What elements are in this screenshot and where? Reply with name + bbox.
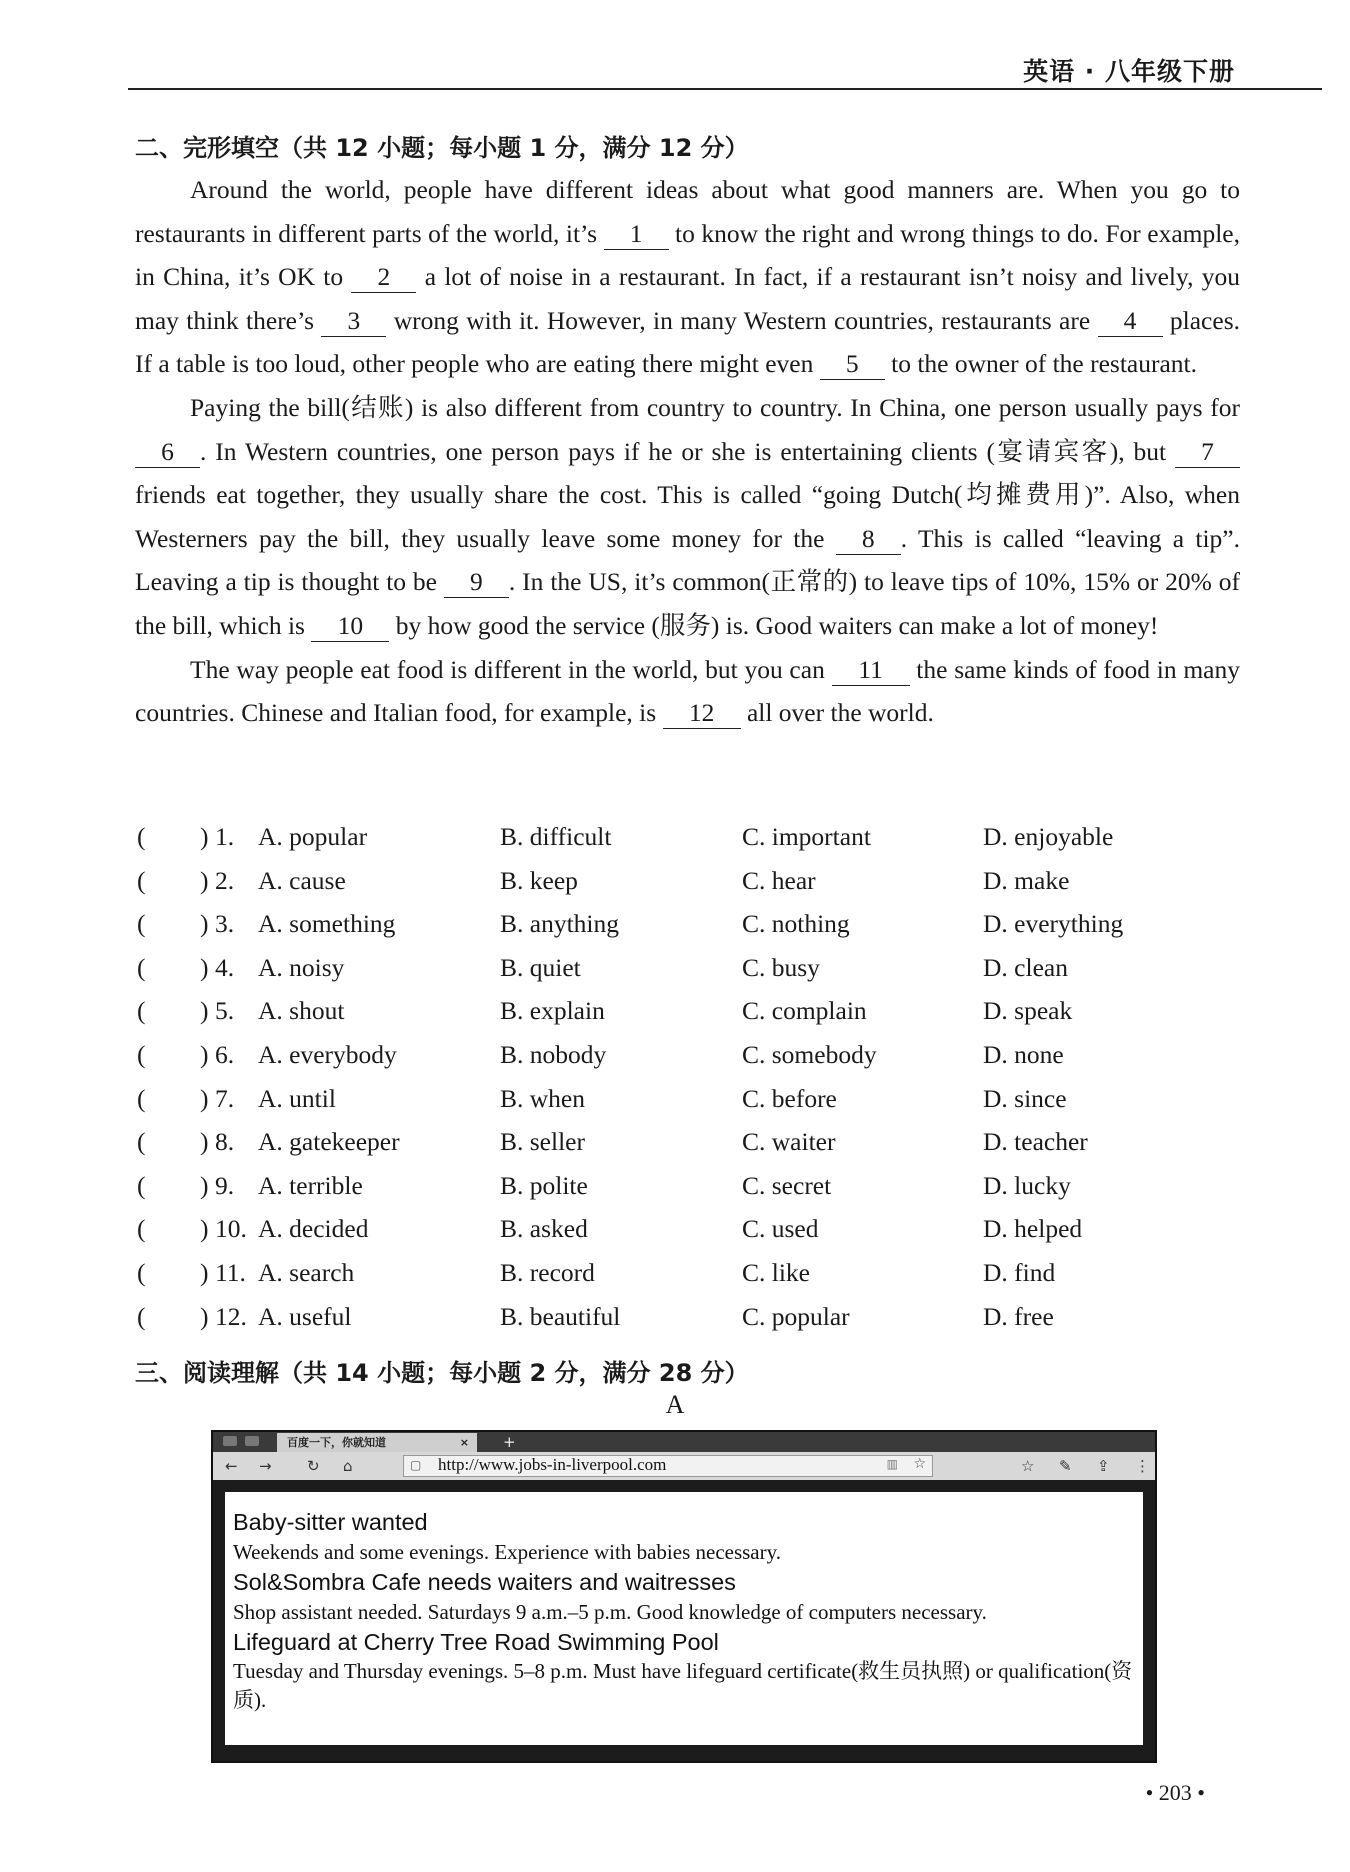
option-row xyxy=(135,815,1240,859)
question-number: 12. xyxy=(215,1301,247,1331)
option-b: B. quiet xyxy=(500,952,581,982)
option-d: D. lucky xyxy=(983,1170,1071,1200)
option-d: D. speak xyxy=(983,996,1073,1026)
option-a: A. useful xyxy=(258,1301,352,1331)
option-row xyxy=(135,1295,1240,1339)
tab-close-icon[interactable]: × xyxy=(459,1436,469,1449)
cloze-passage xyxy=(135,168,1240,735)
job-title: Baby-sitter wanted xyxy=(233,1509,428,1535)
answer-paren-close: ) xyxy=(200,952,209,982)
header-rule xyxy=(128,88,1322,90)
passage-paragraph-1: Around the world, people have different ideas about what good manners are. When you go to restaurants in different parts of the world, it’s 1 to know the right and wrong things to do. For example, in China, it’s OK to 2 a lot of noise in a restaurant. In fact, if a restaurant isn’t noisy and lively, you may think there’s 3 wrong with it. However, in many Western countries, restaurants are 4 places. If a table is too loud, other people who are eating there might even 5 to the owner of the restaurant. xyxy=(135,175,1240,379)
reading-passage-letter: A xyxy=(665,1390,685,1419)
blank-6: 6 xyxy=(135,437,200,468)
option-row xyxy=(135,1077,1240,1121)
page-number: • 203 • xyxy=(1145,1780,1205,1805)
question-number: 6. xyxy=(215,1039,235,1069)
question-number: 3. xyxy=(215,909,235,939)
reading-section-heading: 三、阅读理解（共 14 小题；每小题 2 分，满分 28 分） xyxy=(135,1359,749,1387)
job-description: Weekends and some evenings. Experience with babies necessary. xyxy=(233,1540,781,1564)
option-a: A. everybody xyxy=(258,1039,397,1069)
address-bar[interactable] xyxy=(403,1455,933,1477)
job-description: Tuesday and Thursday evenings. 5–8 p.m. Must have lifeguard certificate(救生员执照) or qualification(资质). xyxy=(233,1659,1133,1712)
answer-paren-open[interactable]: ( xyxy=(137,1214,146,1244)
answer-paren-open[interactable]: ( xyxy=(137,952,146,982)
browser-tab-strip xyxy=(213,1432,1155,1452)
option-b: B. seller xyxy=(500,1127,585,1157)
job-listings-panel xyxy=(225,1492,1143,1745)
answer-paren-open[interactable]: ( xyxy=(137,1127,146,1157)
option-a: A. gatekeeper xyxy=(258,1127,400,1157)
option-b: B. explain xyxy=(500,996,605,1026)
answer-paren-open[interactable]: ( xyxy=(137,996,146,1026)
option-a: A. cause xyxy=(258,865,346,895)
question-number: 4. xyxy=(215,952,235,982)
option-c: C. important xyxy=(742,822,871,851)
option-a: A. something xyxy=(258,909,396,939)
answer-paren-close: ) xyxy=(200,1039,209,1069)
option-row xyxy=(135,859,1240,903)
cloze-section-heading: 二、完形填空（共 12 小题；每小题 1 分，满分 12 分） xyxy=(135,134,749,162)
option-b: B. polite xyxy=(500,1170,588,1200)
refresh-icon[interactable]: ↻ xyxy=(307,1457,320,1475)
option-c: C. like xyxy=(742,1257,810,1287)
option-b: B. asked xyxy=(500,1214,588,1244)
passage-paragraph-3: The way people eat food is different in the world, but you can 11 the same kinds of food in many countries. Chinese and Italian food, for example, is 12 all over the world. xyxy=(135,654,1241,728)
option-b: B. nobody xyxy=(500,1039,607,1069)
option-row xyxy=(135,1164,1240,1208)
option-d: D. enjoyable xyxy=(983,822,1114,851)
option-row xyxy=(135,1251,1240,1295)
option-b: B. keep xyxy=(500,865,578,895)
answer-paren-open[interactable]: ( xyxy=(137,865,146,895)
option-d: D. helped xyxy=(983,1214,1083,1244)
option-d: D. everything xyxy=(983,909,1124,939)
option-b: B. record xyxy=(500,1257,595,1287)
star-icon[interactable]: ☆ xyxy=(913,1456,926,1472)
option-a: A. terrible xyxy=(258,1170,363,1200)
answer-paren-open[interactable]: ( xyxy=(137,1257,146,1287)
option-row xyxy=(135,1207,1240,1251)
blank-3: 3 xyxy=(321,306,386,337)
answer-paren-open[interactable]: ( xyxy=(137,909,146,939)
answer-options-list xyxy=(135,815,1240,1338)
option-d: D. none xyxy=(983,1039,1064,1069)
option-row xyxy=(135,902,1240,946)
forward-arrow-icon[interactable]: → xyxy=(259,1457,272,1475)
answer-paren-close: ) xyxy=(200,1170,209,1200)
answer-paren-close: ) xyxy=(200,996,209,1026)
option-b: B. beautiful xyxy=(500,1301,621,1331)
blank-9: 9 xyxy=(444,567,509,598)
option-c: C. secret xyxy=(742,1170,832,1200)
option-c: C. waiter xyxy=(742,1127,836,1157)
option-row xyxy=(135,946,1240,990)
option-row xyxy=(135,1033,1240,1077)
answer-paren-open[interactable]: ( xyxy=(137,1039,146,1069)
option-c: C. popular xyxy=(742,1301,850,1331)
question-number: 7. xyxy=(215,1083,235,1113)
option-a: A. search xyxy=(258,1257,355,1287)
blank-4: 4 xyxy=(1098,306,1163,337)
blank-8: 8 xyxy=(836,524,901,555)
answer-paren-close: ) xyxy=(200,822,209,851)
passage-paragraph-2: Paying the bill(结账) is also different from country to country. In China, one person usually pays for 6 . In Western countries, one person pays if he or she is entertaining clients (宴请宾客), but 7 friends eat together, they usually share the cost. This is called “going Dutch(均摊费用)”. Also, when Westerners pay the bill, they usually leave some money for the 8 . This is called “leaving a tip”. Leaving a tip is thought to be 9 . In the US, it’s common(正常的) to leave tips of 10%, 15% or 20% of the bill, which is 10 by how good the service (服务) is. Good waiters can make a lot of money! xyxy=(135,392,1240,640)
option-c: C. hear xyxy=(742,865,816,895)
question-number: 5. xyxy=(215,996,235,1026)
blank-1: 1 xyxy=(604,219,669,250)
running-header: 英语 · 八年级下册 xyxy=(1023,57,1235,86)
question-number: 10. xyxy=(215,1214,247,1244)
option-c: C. nothing xyxy=(742,909,850,939)
option-b: B. anything xyxy=(500,909,619,939)
answer-paren-close: ) xyxy=(200,1214,209,1244)
question-number: 2. xyxy=(215,865,235,895)
option-d: D. make xyxy=(983,865,1070,895)
answer-paren-open[interactable]: ( xyxy=(137,1083,146,1113)
question-number: 9. xyxy=(215,1170,235,1200)
option-b: B. when xyxy=(500,1083,585,1113)
option-d: D. free xyxy=(983,1301,1054,1331)
answer-paren-close: ) xyxy=(200,1301,209,1331)
answer-paren-close: ) xyxy=(200,865,209,895)
blank-10: 10 xyxy=(311,611,389,642)
favorites-icon[interactable]: ☆ xyxy=(1021,1457,1035,1475)
option-a: A. noisy xyxy=(258,952,345,982)
option-a: A. until xyxy=(258,1083,336,1113)
back-arrow-icon[interactable]: ← xyxy=(225,1457,238,1475)
blank-11: 11 xyxy=(832,655,910,686)
new-tab-icon[interactable]: + xyxy=(503,1433,516,1451)
question-number: 8. xyxy=(215,1127,235,1157)
reader-mode-icon[interactable]: ▥ xyxy=(886,1457,898,1471)
option-d: D. teacher xyxy=(983,1127,1088,1157)
lock-icon: ▢ xyxy=(410,1458,422,1472)
question-number: 1. xyxy=(215,822,235,851)
option-d: D. clean xyxy=(983,952,1068,982)
browser-tab[interactable] xyxy=(277,1433,477,1452)
option-row xyxy=(135,989,1240,1033)
option-row xyxy=(135,1120,1240,1164)
pen-icon[interactable]: ✎ xyxy=(1059,1457,1072,1475)
option-c: C. used xyxy=(742,1214,819,1244)
answer-paren-close: ) xyxy=(200,1083,209,1113)
option-c: C. before xyxy=(742,1083,837,1113)
window-control-icon[interactable] xyxy=(223,1436,237,1446)
answer-paren-close: ) xyxy=(200,1257,209,1287)
option-b: B. difficult xyxy=(500,822,612,851)
answer-paren-open[interactable]: ( xyxy=(137,1170,146,1200)
home-icon[interactable]: ⌂ xyxy=(343,1457,353,1475)
option-c: C. complain xyxy=(742,996,867,1026)
answer-paren-open[interactable]: ( xyxy=(137,1301,146,1331)
job-title: Lifeguard at Cherry Tree Road Swimming Pool xyxy=(233,1629,719,1655)
option-a: A. popular xyxy=(258,822,368,851)
blank-5: 5 xyxy=(820,349,885,380)
option-c: C. busy xyxy=(742,952,820,982)
question-number: 11. xyxy=(215,1257,246,1287)
job-description: Shop assistant needed. Saturdays 9 a.m.–5 p.m. Good knowledge of computers necessary. xyxy=(233,1600,987,1624)
url-text: http://www.jobs-in-liverpool.com xyxy=(438,1455,667,1474)
option-c: C. somebody xyxy=(742,1039,877,1069)
more-icon[interactable]: ⋮ xyxy=(1135,1457,1150,1475)
blank-2: 2 xyxy=(351,262,416,293)
tab-title: 百度一下，你就知道 xyxy=(287,1436,386,1449)
job-title: Sol&Sombra Cafe needs waiters and waitresses xyxy=(233,1569,736,1595)
browser-screenshot xyxy=(211,1430,1157,1763)
window-control-icon[interactable] xyxy=(245,1436,259,1446)
option-d: D. since xyxy=(983,1083,1067,1113)
answer-paren-close: ) xyxy=(200,909,209,939)
blank-12: 12 xyxy=(663,698,741,729)
answer-paren-open[interactable]: ( xyxy=(137,822,146,851)
option-a: A. decided xyxy=(258,1214,369,1244)
browser-nav-bar xyxy=(213,1452,1155,1480)
option-d: D. find xyxy=(983,1257,1056,1287)
blank-7: 7 xyxy=(1175,437,1240,468)
answer-paren-close: ) xyxy=(200,1127,209,1157)
share-icon[interactable]: ⇪ xyxy=(1097,1457,1110,1475)
option-a: A. shout xyxy=(258,996,345,1026)
